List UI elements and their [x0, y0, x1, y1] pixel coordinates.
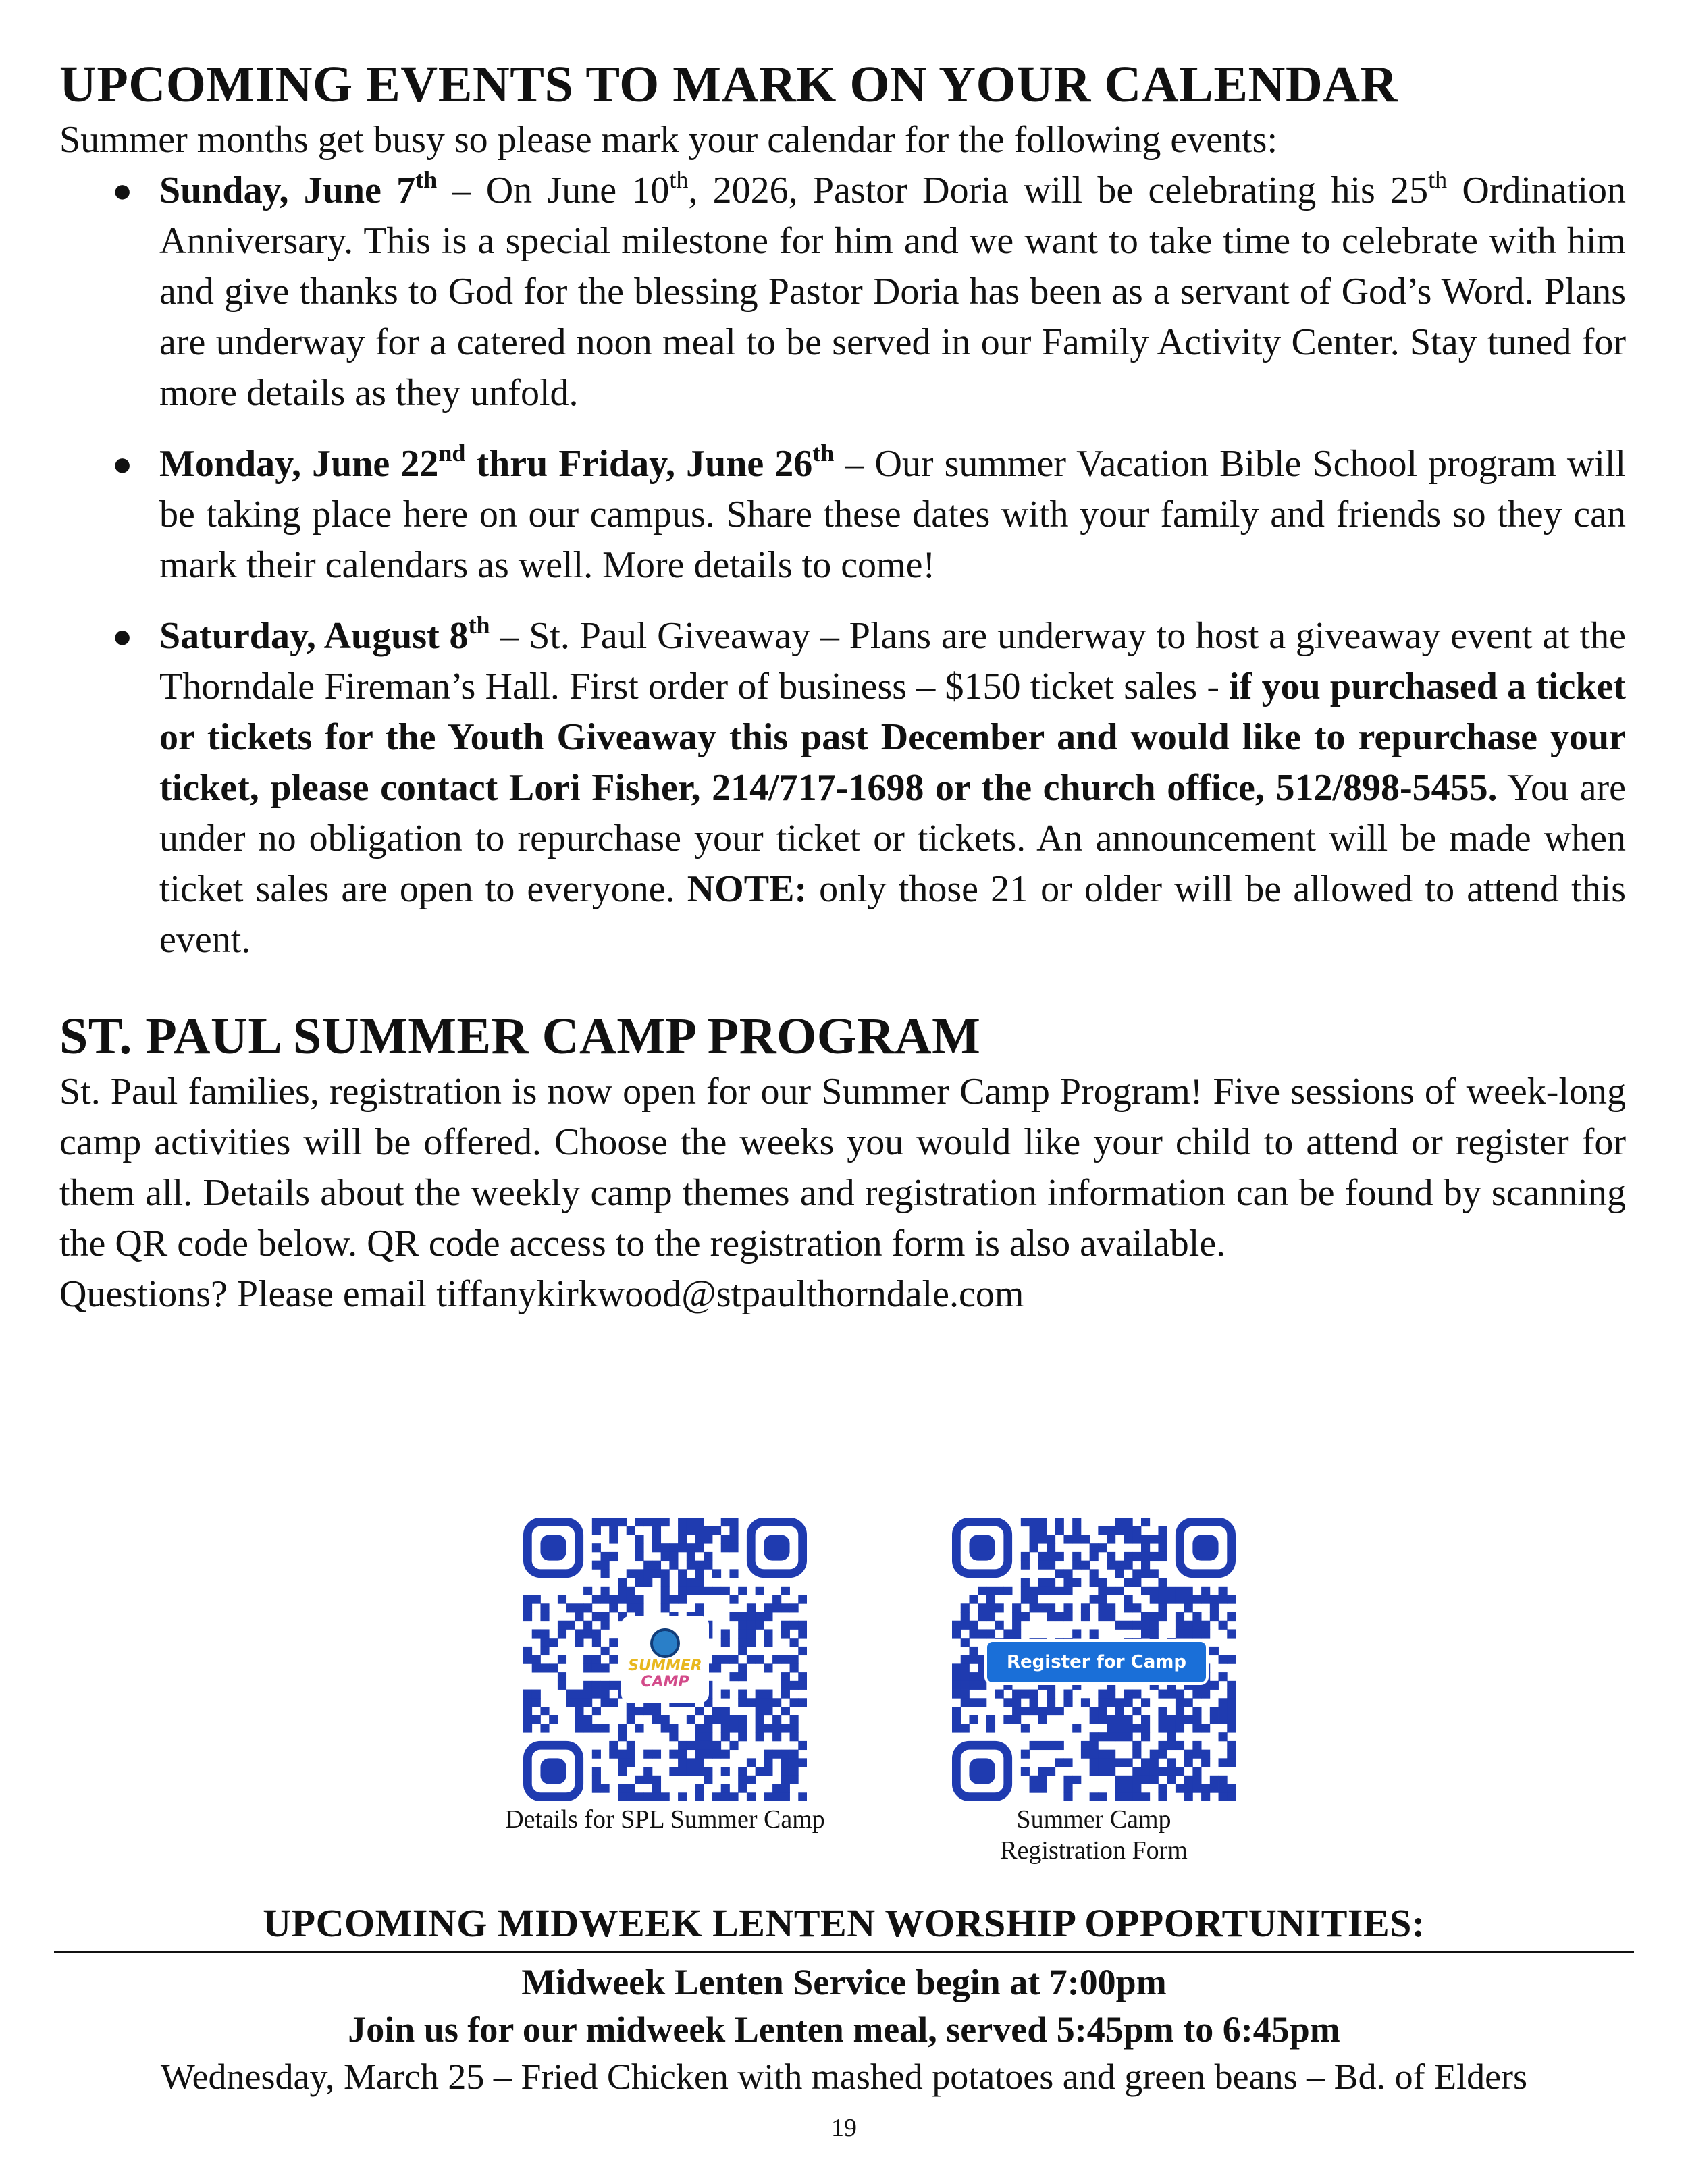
lenten-meal-time: Join us for our midweek Lenten meal, served 5:45pm to 6:45pm — [348, 2009, 1340, 2050]
bullet-icon: ● — [112, 617, 133, 655]
qr-register-block — [952, 1518, 1236, 1866]
events-heading: UPCOMING EVENTS TO MARK ON YOUR CALENDAR — [59, 56, 1398, 113]
lenten-section — [54, 1900, 1634, 2100]
register-for-camp-badge: Register for Camp — [984, 1639, 1209, 1685]
qr-code-register[interactable] — [952, 1518, 1236, 1801]
newsletter-page — [59, 54, 1626, 1320]
qr-finder-icon — [956, 1522, 1007, 1573]
event-item — [59, 165, 1626, 419]
camp-heading: ST. PAUL SUMMER CAMP PROGRAM — [59, 1008, 981, 1065]
qr-finder-icon — [956, 1745, 1007, 1796]
caption-line1: Summer Camp — [1016, 1805, 1171, 1834]
logo-line1: SUMMER — [628, 1657, 702, 1674]
lenten-meal-menu: Wednesday, March 25 – Fried Chicken with mashed potatoes and green beans – Bd. of Elders — [160, 2056, 1528, 2097]
qr-finder-icon — [751, 1522, 802, 1573]
summer-camp-logo — [621, 1616, 709, 1703]
qr-code-details[interactable] — [523, 1518, 807, 1801]
qr-register-caption — [952, 1804, 1236, 1866]
logo-line2: CAMP — [641, 1674, 689, 1690]
camp-section — [59, 1006, 1626, 1320]
event-item — [59, 439, 1626, 591]
bullet-icon: ● — [112, 445, 133, 483]
event-text: Saturday, August 8th – St. Paul Giveaway – Plans are underway to host a giveaway event at the Thorndale Fireman’s Hall. First order of business – $150 ticket sales - if you purchased a ticket or tickets for the Youth Giveaway this past December and would like to repurchase your ticket, please contact Lori Fisher, 214/717-1698 or the church office, 512/898-5455. You are under no obligation to repurchase your ticket or tickets. An announcement will be made when ticket sales are open to everyone. NOTE: only those 21 or older will be allowed to attend this event. — [159, 612, 1627, 961]
event-item — [59, 611, 1626, 965]
qr-details-block — [503, 1518, 827, 1835]
camp-body: St. Paul families, registration is now open for our Summer Camp Program! Five sessions of week-long camp activities will be offered. Choose the weeks you would like your child to attend or register for them all. Details about the weekly camp themes and registration information can be found by scanning the QR code below. QR code access to the registration form is also available. — [59, 1071, 1626, 1264]
page-number: 19 — [831, 2114, 857, 2142]
logo-emblem-icon — [650, 1628, 680, 1658]
qr-finder-icon — [527, 1745, 579, 1796]
divider — [54, 1951, 1634, 1953]
bullet-icon: ● — [112, 171, 133, 209]
lenten-service-time: Midweek Lenten Service begin at 7:00pm — [521, 1962, 1167, 2002]
qr-finder-icon — [1180, 1522, 1231, 1573]
events-list — [59, 165, 1626, 965]
qr-finder-icon — [527, 1522, 579, 1573]
qr-row — [0, 1518, 1688, 1869]
event-text: Sunday, June 7th – On June 10th, 2026, Pastor Doria will be celebrating his 25th Ordination Anniversary. This is a special milestone for him and we want to take time to celebrate with him and give thanks to God for the blessing Pastor Doria has been as a servant of God’s Word. Plans are underway for a catered noon meal to be served in our Family Activity Center. Stay tuned for more details as they unfold. — [159, 166, 1626, 414]
caption-line2: Registration Form — [1000, 1836, 1188, 1865]
lenten-heading: UPCOMING MIDWEEK LENTEN WORSHIP OPPORTUNITIES: — [263, 1901, 1425, 1945]
qr-details-caption: Details for SPL Summer Camp — [505, 1805, 825, 1834]
camp-questions: Questions? Please email tiffanykirkwood@stpaulthorndale.com — [59, 1273, 1024, 1315]
event-text: Monday, June 22nd thru Friday, June 26th – Our summer Vacation Bible School program will be taking place here on our campus. Share these dates with your family and friends so they can mark their calendars as well. More details to come! — [159, 440, 1626, 586]
events-intro: Summer months get busy so please mark your calendar for the following events: — [59, 119, 1278, 161]
